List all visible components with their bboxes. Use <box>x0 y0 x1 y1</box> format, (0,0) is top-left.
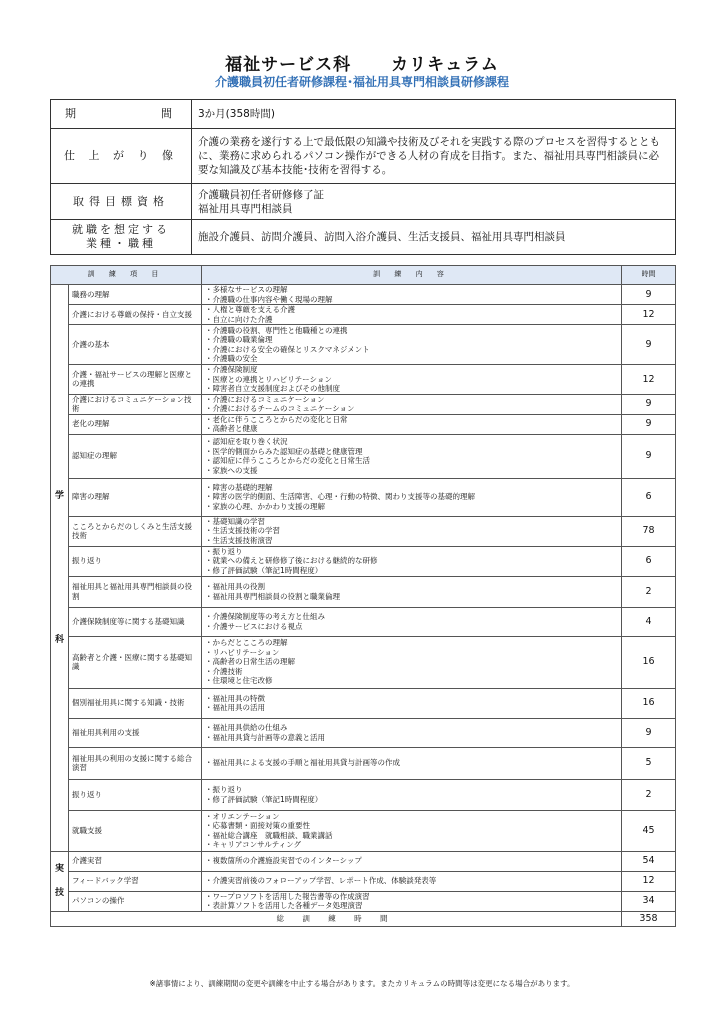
header-item: 訓 練 項 目 <box>51 266 202 285</box>
training-content-line: ・介護職の職業倫理 <box>205 335 273 344</box>
training-content <box>202 851 622 871</box>
curriculum-row <box>51 779 676 810</box>
total-row <box>51 911 676 926</box>
curriculum-row <box>51 747 676 779</box>
training-content <box>202 478 622 516</box>
training-content-line: ・生活支援技術演習 <box>205 535 273 545</box>
training-content-line: ・福祉用具専門相談員の役割と職業倫理 <box>205 591 340 601</box>
training-content-line: ・認知症を取り巻く状況 <box>205 437 288 446</box>
curriculum-table <box>50 265 676 927</box>
training-item-name: パソコンの操作 <box>69 891 202 911</box>
summary-label: 取得目標資格 <box>51 184 192 220</box>
training-hours: 2 <box>622 779 676 810</box>
training-hours: 12 <box>622 871 676 891</box>
training-content <box>202 365 622 395</box>
training-content-line: ・福祉総合講座 就職相談、職業講話 <box>205 830 333 840</box>
training-content-line: ・介護におけるコミュニケーション <box>205 394 325 404</box>
training-content-line: ・修了評価試験（筆記1時間程度） <box>205 794 323 804</box>
summary-row <box>51 100 676 129</box>
training-content <box>202 325 622 365</box>
training-content-line: ・表計算ソフトを活用した各種データ処理演習 <box>205 901 363 910</box>
total-label: 総 訓 練 時 間 <box>51 911 622 926</box>
training-content <box>202 546 622 576</box>
training-item-name: こころとからだのしくみと生活支援技術 <box>69 516 202 546</box>
curriculum-row <box>51 434 676 478</box>
training-item-name: 福祉用具の利用の支援に関する総合演習 <box>69 747 202 779</box>
training-hours: 16 <box>622 688 676 718</box>
curriculum-row <box>51 305 676 325</box>
training-content <box>202 747 622 779</box>
training-hours: 9 <box>622 434 676 478</box>
training-hours: 54 <box>622 851 676 871</box>
footnote: ※諸事情により、訓練期間の変更や訓練を中止する場合があります。またカリキュラムの時間等は変更になる場合があります。 <box>149 979 575 988</box>
summary-value: 介護職員初任者研修修了証 福祉用具専門相談員 <box>192 184 676 220</box>
curriculum-row <box>51 394 676 414</box>
summary-label: 期 間 <box>51 100 192 129</box>
training-item-name: フィードバック学習 <box>69 871 202 891</box>
summary-label: 仕 上 が り 像 <box>51 129 192 184</box>
training-content-line: ・介護におけるチームのコミュニケーション <box>205 404 355 413</box>
training-content <box>202 285 622 305</box>
training-content-line: ・基礎知識の学習 <box>205 516 265 526</box>
curriculum-row <box>51 891 676 911</box>
curriculum-row <box>51 688 676 718</box>
training-content-line: ・高齢者の日常生活の理解 <box>205 657 295 667</box>
training-item-name: 認知症の理解 <box>69 434 202 478</box>
training-content-line: ・家族への支援 <box>205 465 258 475</box>
training-hours: 2 <box>622 576 676 607</box>
training-content-line: ・介護職の仕事内容や働く現場の理解 <box>205 294 333 304</box>
training-content-line: ・からだとこころの理解 <box>205 638 288 648</box>
training-hours: 4 <box>622 607 676 636</box>
curriculum-row <box>51 810 676 851</box>
training-content-line: ・介護実習前後のフォローアップ学習、レポート作成、体験談発表等 <box>205 876 437 886</box>
training-item-name: 介護の基本 <box>69 325 202 365</box>
training-content <box>202 607 622 636</box>
training-content-line: ・福祉用具の役割 <box>205 582 265 591</box>
curriculum-row <box>51 365 676 395</box>
training-hours: 5 <box>622 747 676 779</box>
training-content-line: ・多様なサービスの理解 <box>205 285 288 294</box>
summary-row <box>51 129 676 184</box>
training-content <box>202 576 622 607</box>
training-content-line: ・福祉用具の活用 <box>205 703 265 712</box>
training-item-name: 障害の理解 <box>69 478 202 516</box>
training-content-line: ・就業への備えと研修修了後における継続的な研修 <box>205 556 378 566</box>
summary-row <box>51 220 676 255</box>
training-item-name: 就職支援 <box>69 810 202 851</box>
training-content-line: ・障害者自立支援制度およびその他制度 <box>205 384 340 393</box>
training-item-name: 介護におけるコミュニケーション技術 <box>69 394 202 414</box>
training-content-line: ・介護職の安全 <box>205 354 258 363</box>
training-item-name: 振り返り <box>69 779 202 810</box>
training-content-line: ・人権と尊厳を支える介護 <box>205 305 295 314</box>
training-content-line: ・応募書類・面接対策の重要性 <box>205 821 310 830</box>
training-content <box>202 516 622 546</box>
training-content <box>202 305 622 325</box>
training-item-name: 介護保険制度等に関する基礎知識 <box>69 607 202 636</box>
training-item-name: 振り返り <box>69 546 202 576</box>
training-content <box>202 434 622 478</box>
training-hours: 9 <box>622 718 676 747</box>
summary-value: 介護の業務を遂行する上で最低限の知識や技術及びそれを実践する際のプロセスを習得するとともに、業務に求められるパソコン操作ができる人材の育成を目指す。また、福祉用具専門相談員に必要な知識及び基本技能･技術を習得する。 <box>192 129 676 184</box>
training-content-line: ・振り返り <box>205 785 243 794</box>
training-content-line: ・介護職の役割、専門性と他職種との連携 <box>205 325 348 335</box>
training-content <box>202 636 622 688</box>
title-left: 福祉サービス科 <box>225 55 352 75</box>
training-item-name: 老化の理解 <box>69 414 202 434</box>
training-content-line: ・福祉用具供給の仕組み <box>205 723 288 732</box>
training-content-line: ・認知症に伴うこころとからだの変化と日常生活 <box>205 456 370 465</box>
training-hours: 9 <box>622 325 676 365</box>
training-content-line: ・自立に向けた介護 <box>205 314 273 324</box>
training-content <box>202 394 622 414</box>
curriculum-row <box>51 636 676 688</box>
curriculum-row <box>51 325 676 365</box>
training-content-line: ・福祉用具の特徴 <box>205 693 265 703</box>
curriculum-row <box>51 607 676 636</box>
training-hours: 34 <box>622 891 676 911</box>
training-hours: 6 <box>622 546 676 576</box>
training-content-line: ・家族の心理、かかわり支援の理解 <box>205 501 325 511</box>
training-content-line: ・福祉用具による支援の手順と福祉用具貸与計画等の作成 <box>205 758 400 768</box>
curriculum-row <box>51 871 676 891</box>
training-content <box>202 891 622 911</box>
summary-row <box>51 184 676 220</box>
training-content-line: ・複数箇所の介護施設実習でのインターシップ <box>205 856 362 866</box>
training-item-name: 職務の理解 <box>69 285 202 305</box>
training-content-line: ・住環境と住宅改修 <box>205 676 273 686</box>
summary-value: 施設介護員、訪問介護員、訪問入浴介護員、生活支援員、福祉用具専門相談員 <box>192 220 676 255</box>
training-content <box>202 718 622 747</box>
training-hours: 9 <box>622 285 676 305</box>
summary-table <box>50 99 676 255</box>
training-hours: 45 <box>622 810 676 851</box>
training-content-line: ・介護保険制度等の考え方と仕組み <box>205 612 325 621</box>
curriculum-row <box>51 546 676 576</box>
training-content <box>202 779 622 810</box>
training-content-line: ・リハビリテーション <box>205 647 280 657</box>
training-item-name: 介護における尊厳の保持・自立支援 <box>69 305 202 325</box>
training-content-line: ・振り返り <box>205 546 243 556</box>
training-content-line: ・生活支援技術の学習 <box>205 526 280 536</box>
curriculum-row <box>51 851 676 871</box>
training-content-line: ・介護サービスにおける視点 <box>205 621 303 631</box>
curriculum-row <box>51 718 676 747</box>
curriculum-row <box>51 576 676 607</box>
training-hours: 12 <box>622 365 676 395</box>
training-hours: 16 <box>622 636 676 688</box>
category-gakka: 学 科 <box>51 285 69 852</box>
training-hours: 9 <box>622 414 676 434</box>
page-title <box>0 50 724 75</box>
category-jitsugi: 実 技 <box>51 851 69 911</box>
training-hours: 9 <box>622 394 676 414</box>
training-item-name: 福祉用具と福祉用具専門相談員の役割 <box>69 576 202 607</box>
curriculum-row <box>51 516 676 546</box>
curriculum-row <box>51 285 676 305</box>
curriculum-header-row <box>51 266 676 285</box>
total-hours: 358 <box>622 911 676 926</box>
title-right: カリキュラム <box>391 55 499 75</box>
training-content-line: ・医療との連携とリハビリテーション <box>205 374 332 384</box>
training-content-line: ・老化に伴うこころとからだの変化と日常 <box>205 414 348 424</box>
training-item-name: 個別福祉用具に関する知識・技術 <box>69 688 202 718</box>
training-hours: 12 <box>622 305 676 325</box>
header-content: 訓 練 内 容 <box>202 266 622 285</box>
training-content-line: ・高齢者と健康 <box>205 424 258 433</box>
training-item-name: 介護実習 <box>69 851 202 871</box>
training-content-line: ・介護における安全の確保とリスクマネジメント <box>205 344 370 354</box>
training-content-line: ・キャリアコンサルティング <box>205 840 301 849</box>
training-item-name: 高齢者と介護・医療に関する基礎知識 <box>69 636 202 688</box>
training-content-line: ・ワープロソフトを活用した報告書等の作成演習 <box>205 891 370 901</box>
training-item-name: 介護・福祉サービスの理解と医療との連携 <box>69 365 202 395</box>
training-content <box>202 810 622 851</box>
summary-label: 就職を想定する 業種・職種 <box>51 220 192 255</box>
training-content-line: ・修了評価試験（筆記1時間程度） <box>205 565 323 575</box>
training-content-line: ・介護技術 <box>205 666 243 676</box>
training-content-line: ・福祉用具貸与計画等の意義と活用 <box>205 732 325 742</box>
summary-value: 3か月(358時間) <box>192 100 676 129</box>
training-item-name: 福祉用具利用の支援 <box>69 718 202 747</box>
curriculum-row <box>51 478 676 516</box>
training-hours: 6 <box>622 478 676 516</box>
training-content-line: ・障害の基礎的理解 <box>205 482 273 492</box>
page-subtitle: 介護職員初任者研修課程･福祉用具専門相談員研修課程 <box>214 75 509 89</box>
header-hours: 時間 <box>622 266 676 285</box>
training-content <box>202 688 622 718</box>
training-content <box>202 414 622 434</box>
training-content-line: ・医学的側面からみた認知症の基礎と健康管理 <box>205 446 363 456</box>
training-content-line: ・介護保険制度 <box>205 365 258 374</box>
curriculum-row <box>51 414 676 434</box>
training-hours: 78 <box>622 516 676 546</box>
training-content-line: ・障害の医学的側面、生活障害、心理・行動の特徴、関わり支援等の基礎的理解 <box>205 492 475 502</box>
training-content-line: ・オリエンテーション <box>205 811 280 821</box>
training-content <box>202 871 622 891</box>
